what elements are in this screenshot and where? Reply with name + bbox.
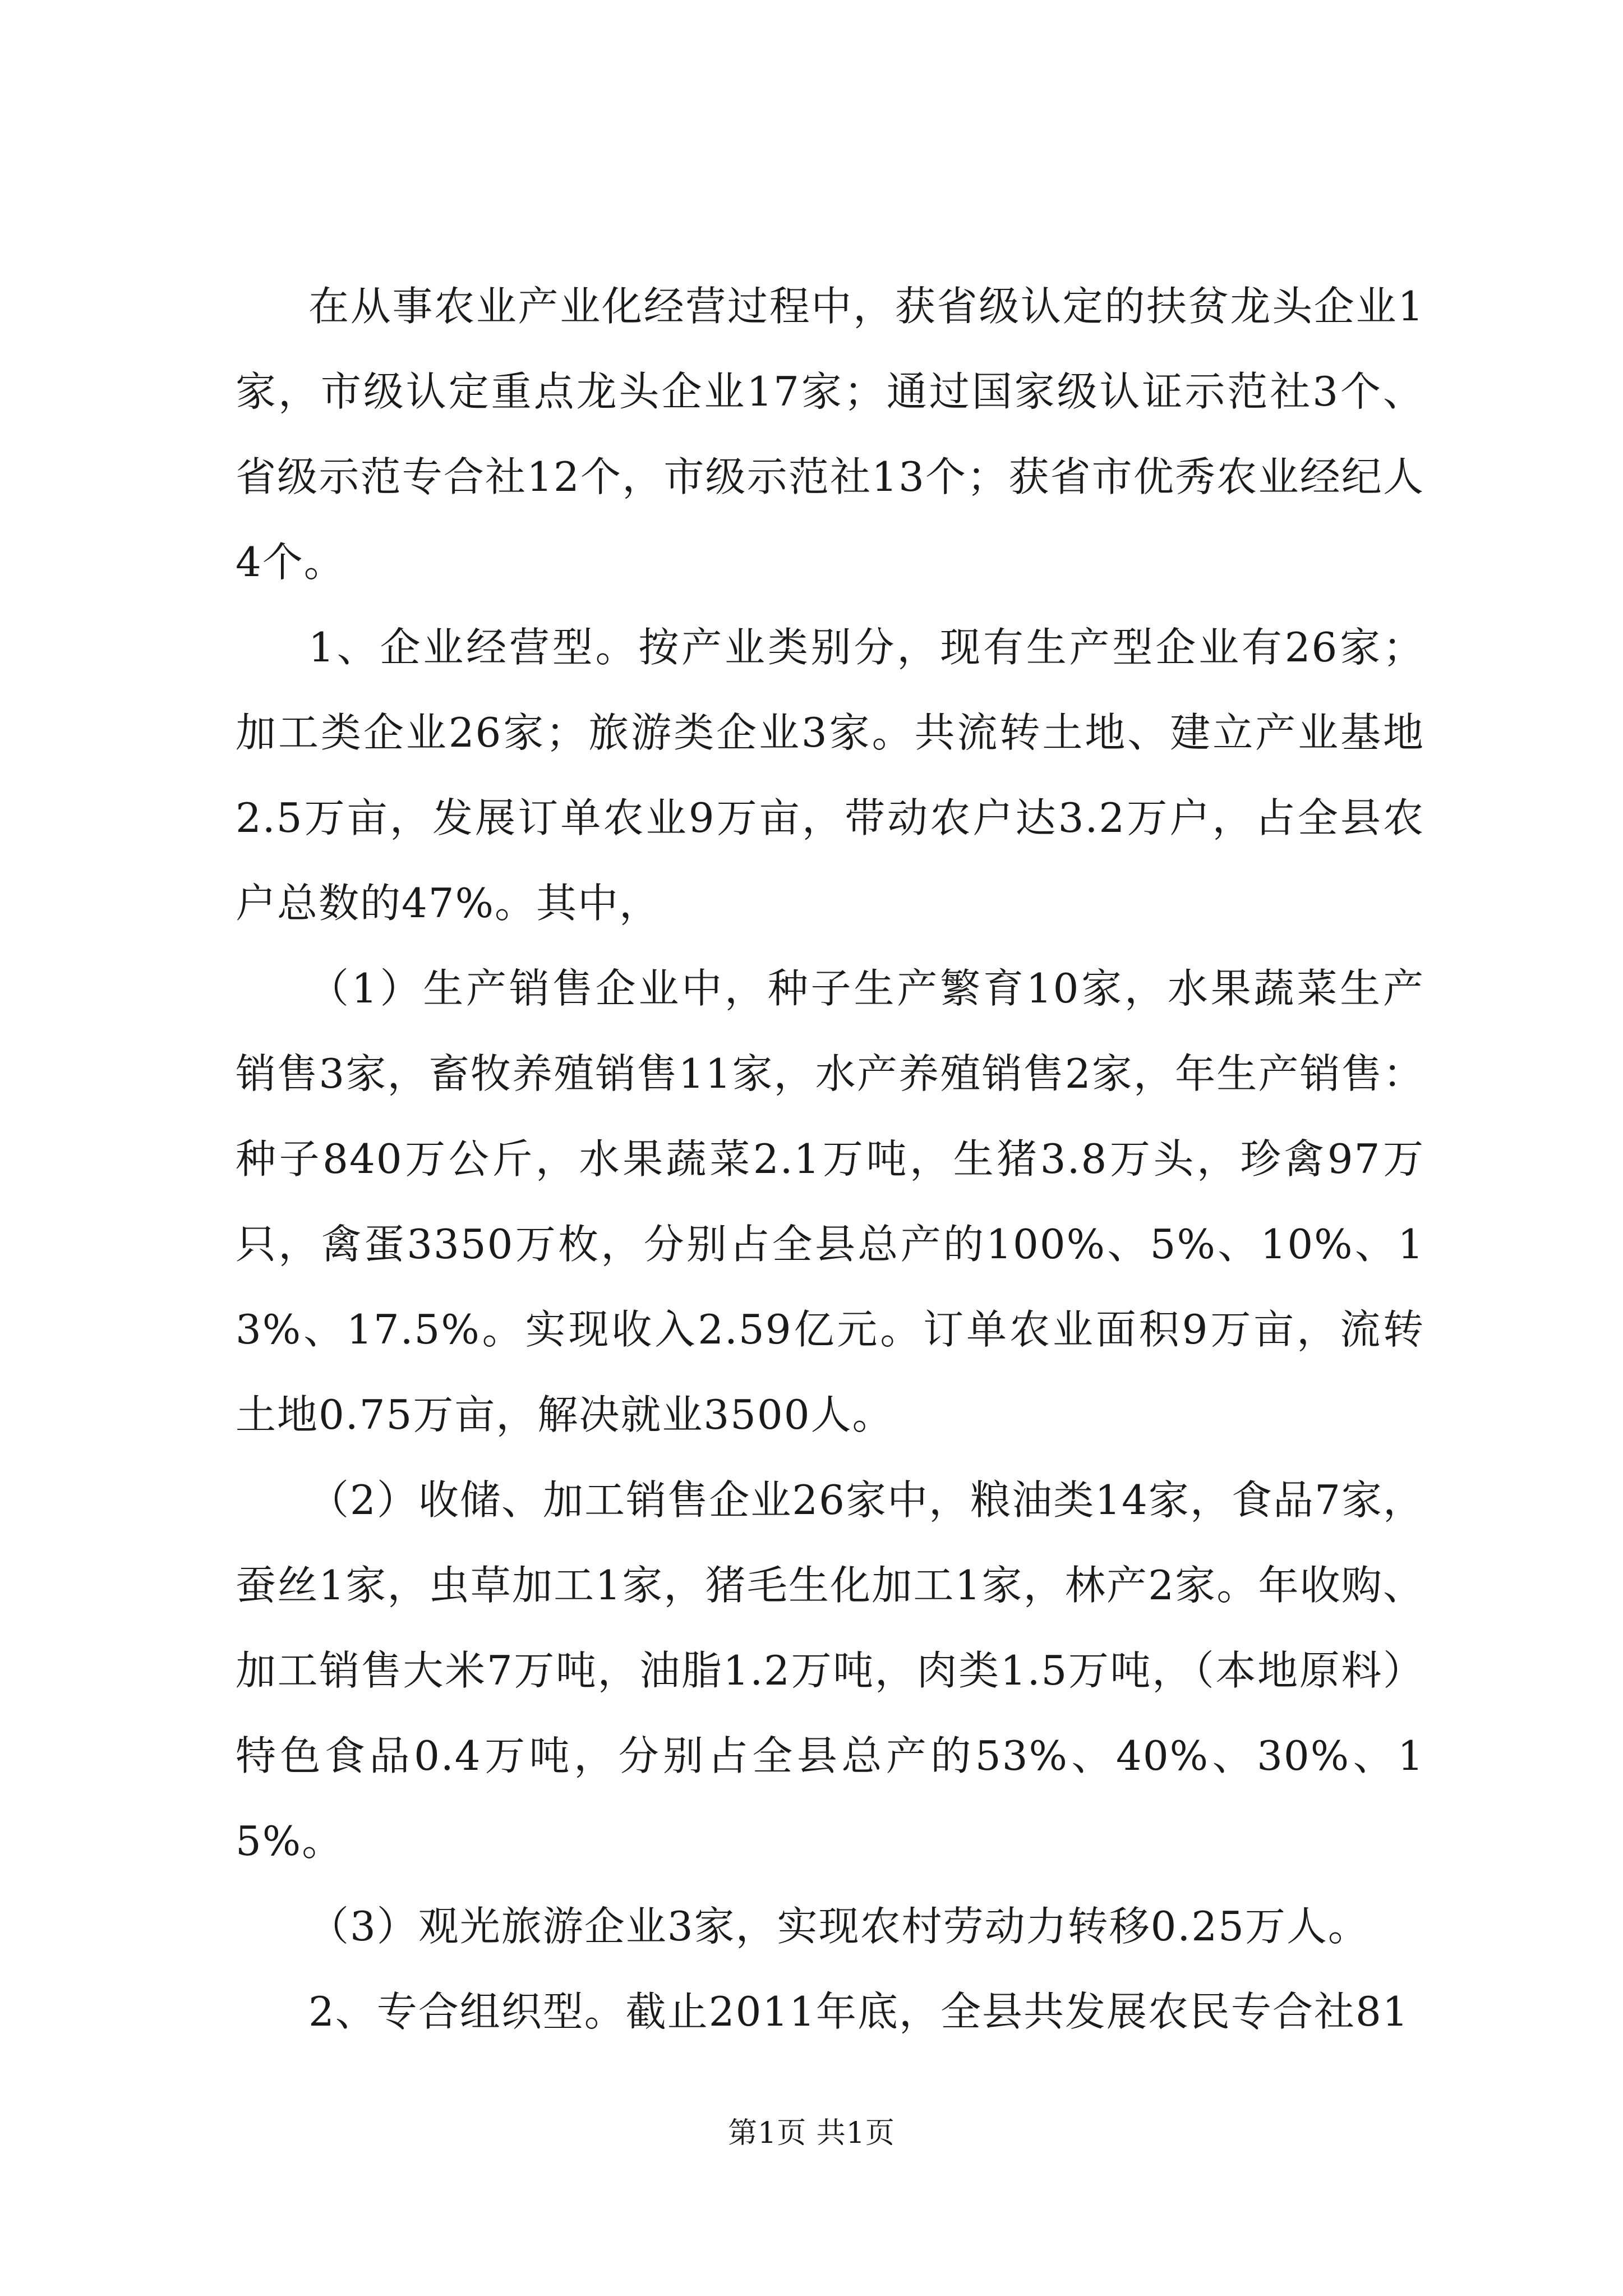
paragraph-tourism: （3）观光旅游企业3家，实现农村劳动力转移0.25万人。 [308,1903,1370,1950]
document-body [236,264,1424,2054]
paragraph-intro: 在从事农业产业化经营过程中，获省级认定的扶贫龙头企业1家，市级认定重点龙头企业17家；通过国家级认证示范社3个、省级示范专合社12个，市级示范社13个；获省市优秀农业经纪人4个。 [236,283,1424,586]
paragraph-production-sales: （1）生产销售企业中，种子生产繁育10家，水果蔬菜生产销售3家，畜牧养殖销售11家，水产养殖销售2家，年生产销售：种子840万公斤，水果蔬菜2.1万吨，生猪3.8万头，珍禽97万只，禽蛋3350万枚，分别占全县总产的100%、5%、10%、13%、17.5%。实现收入2.59亿元。订单农业面积9万亩，流转土地0.75万亩，解决就业3500人。 [236,965,1424,1438]
page-footer: 第1页 共1页 [728,2116,895,2150]
paragraph-cooperative-type: 2、专合组织型。截止2011年底，全县共发展农民专合社81 [308,1988,1409,2035]
paragraph-processing-sales: （2）收储、加工销售企业26家中，粮油类14家，食品7家，蚕丝1家，虫草加工1家，猪毛生化加工1家，林产2家。年收购、加工销售大米7万吨，油脂1.2万吨，肉类1.5万吨，（本地原料）特色食品0.4万吨，分别占全县总产的53%、40%、30%、15%。 [236,1476,1424,1865]
paragraph-enterprise-type: 1、企业经营型。按产业类别分，现有生产型企业有26家；加工类企业26家；旅游类企业3家。共流转土地、建立产业基地2.5万亩，发展订单农业9万亩，带动农户达3.2万户，占全县农户总数的47%。其中， [236,624,1424,927]
